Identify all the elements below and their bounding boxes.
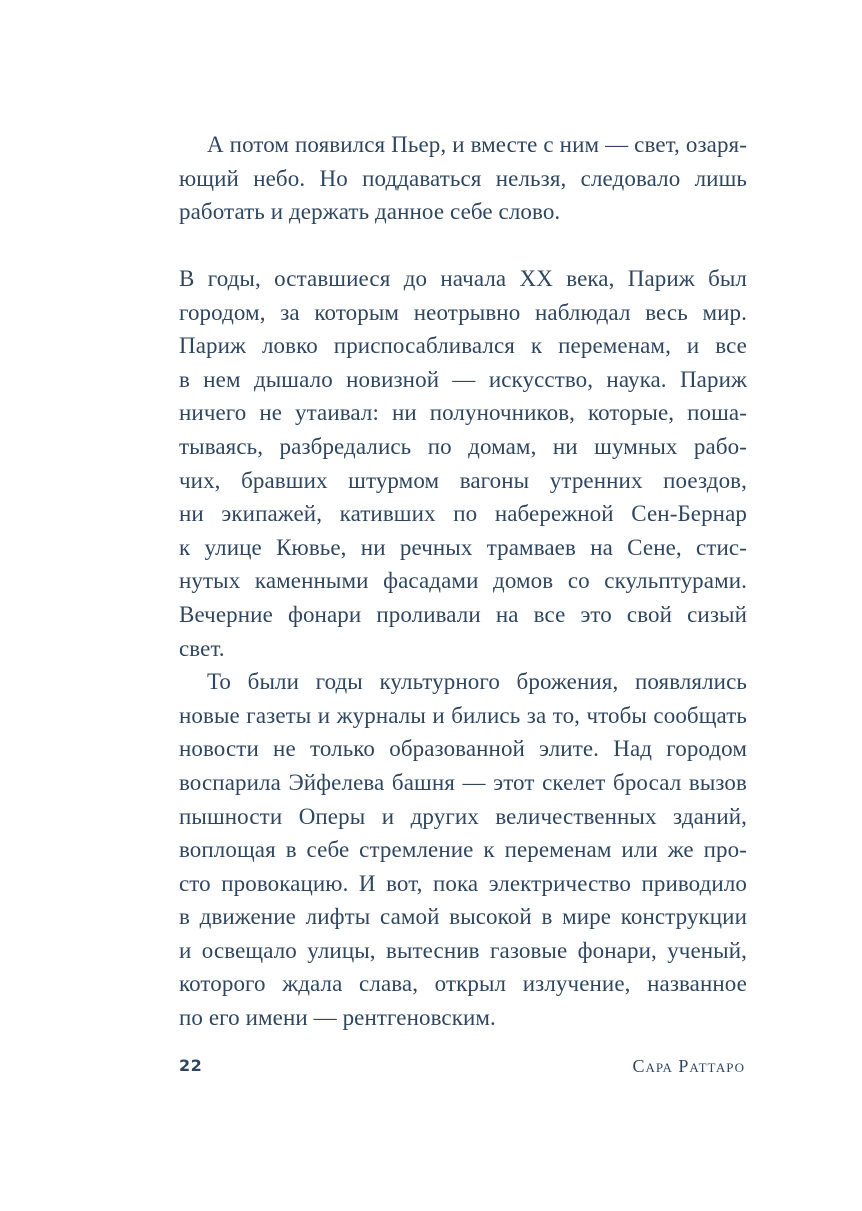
text-line: чих, бравших штурмом вагоны утренних поездов,	[179, 467, 747, 493]
text-line: ни экипажей, кативших по набережной Сен-Бернар	[179, 501, 747, 527]
paragraph-2	[179, 262, 747, 665]
text-line: и освещало улицы, вытеснив газовые фонари, ученый,	[179, 937, 747, 963]
body-text	[179, 262, 747, 1035]
page-footer	[179, 1056, 745, 1082]
text-line: по его имени — рентгеновским.	[179, 1005, 496, 1031]
text-line: новые газеты и журналы и бились за то, чтобы сообщать	[179, 702, 747, 728]
text-line: воспарила Эйфелева башня — этот скелет бросал вызов	[179, 769, 747, 795]
text-line: к улице Кювье, ни речных трамваев на Сене, стис-	[179, 534, 747, 560]
paragraph-3	[179, 665, 747, 1035]
text-line: пышности Оперы и других величественных зданий,	[179, 803, 747, 829]
text-line: сто провокацию. И вот, пока электричество приводило	[179, 870, 747, 896]
text-line: В годы, оставшиеся до начала XX века, Париж был	[179, 266, 747, 291]
text-line: ничего не утаивал: ни полуночников, которые, поша-	[179, 400, 747, 426]
text-line: городом, за которым неотрывно наблюдал весь мир.	[179, 299, 747, 325]
page-number: 22	[179, 1056, 203, 1075]
text-line: ющий небо. Но поддаваться нельзя, следовало лишь	[179, 165, 747, 191]
text-line: А потом появился Пьер, и вместе с ним — свет, озаря-	[207, 132, 747, 157]
text-line: Париж ловко приспосабливался к переменам, и все	[179, 333, 747, 359]
paragraph-1	[179, 128, 747, 229]
text-line: работать и держать данное себе слово.	[179, 199, 561, 225]
text-line: в нем дышало новизной — искусство, наука. Париж	[179, 366, 747, 392]
text-line: Вечерние фонари проливали на все это свой сизый	[179, 601, 747, 627]
text-line: свет.	[179, 635, 225, 661]
text-line: которого ждала слава, открыл излучение, названное	[179, 971, 747, 997]
text-line: воплощая в себе стремление к переменам или же про-	[179, 837, 747, 863]
text-line: в движение лифты самой высокой в мире конструкции	[179, 904, 747, 930]
running-head-author: Сара Раттаро	[632, 1056, 745, 1076]
text-line: нутых каменными фасадами домов со скульптурами.	[179, 568, 747, 594]
text-line: тываясь, разбредались по домам, ни шумных рабо-	[179, 433, 747, 459]
text-line: То были годы культурного брожения, появлялись	[207, 669, 747, 695]
text-line: новости не только образованной элите. Над городом	[179, 736, 747, 762]
